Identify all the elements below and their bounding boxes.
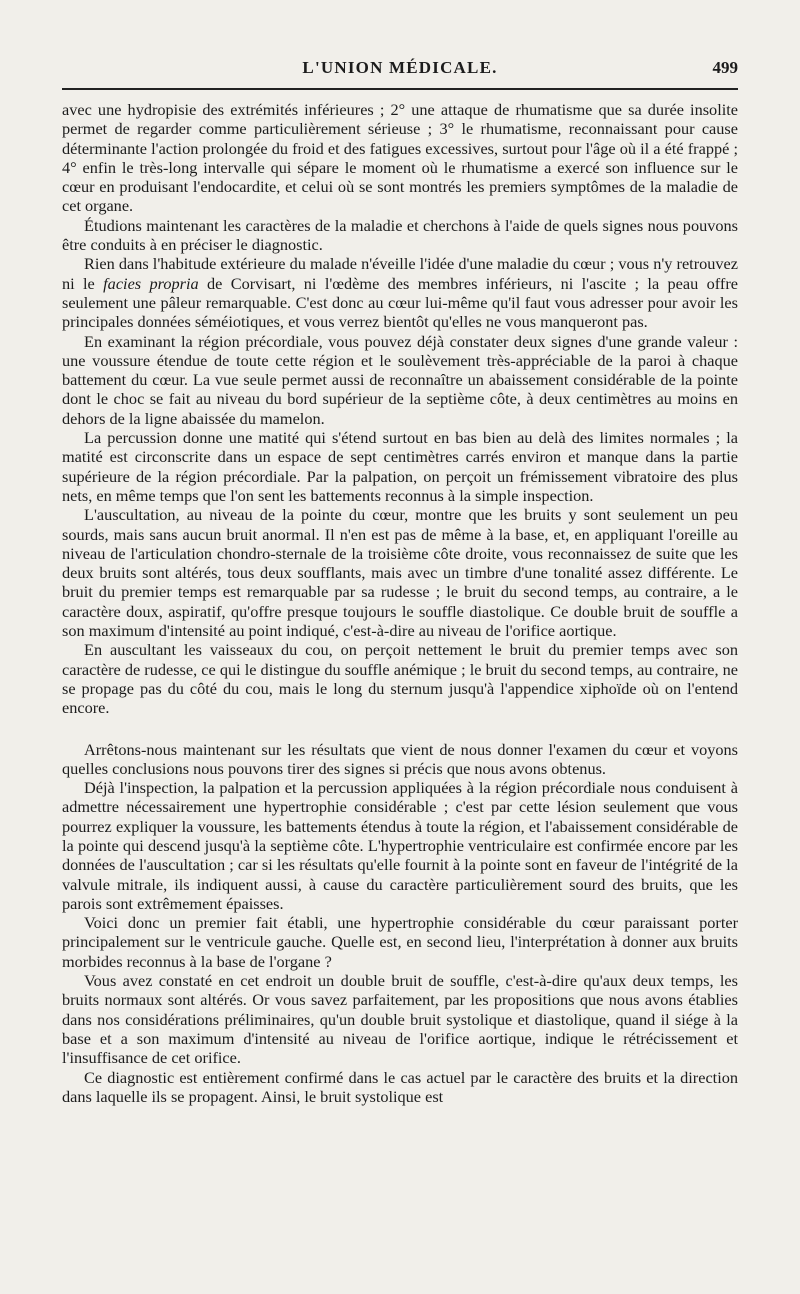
paragraph <box>62 254 738 331</box>
running-header <box>62 58 738 84</box>
paragraph: L'auscultation, au niveau de la pointe du cœur, montre que les bruits y sont seulement un peu sourds, mais sans aucun bruit anormal. Il n'en est pas de même à la base, et, en appliquant l'oreille au niveau de l'articulation chondro-sternale de la troisième côte droite, vous reconnaissez de suite que les deux bruits sont altérés, tous deux soufflants, mais avec un timbre d'une tonalité assez différente. Le bruit du premier temps est remarquable par sa rudesse ; le bruit du second temps, au contraire, a le caractère doux, aspiratif, qu'offre presque toujours le souffle diastolique. Ce double bruit de souffle a son maximum d'intensité au point indiqué, c'est-à-dire au niveau de l'orifice aortique. <box>62 505 738 641</box>
text-run: Rien dans l'habitude extérieure du malade n'éveille l'idée d'une maladie du cœur ; vous n'y retrouvez ni le <box>62 254 738 293</box>
italic-term: facies propria <box>103 273 199 293</box>
paragraph: Déjà l'inspection, la palpation et la percussion appliquées à la région précordiale nous conduisent à admettre nécessairement une hypertrophie considérable ; c'est par cette lésion seulement que vous pourrez expliquer la voussure, les battements étendus à toute la région, et l'abaissement considérable de la pointe qui descend jusqu'à la septième côte. L'hypertrophie ventriculaire est confirmée encore par les données de l'auscultation ; car si les résultats qu'elle fournit à la pointe sont en faveur de l'intégrité de la valvule mitrale, ils indiquent aussi, à cause du caractère particulièrement sourd des bruits, que les parois sont extrêmement épaisses. <box>62 778 738 913</box>
paragraph: Voici donc un premier fait établi, une hypertrophie considérable du cœur paraissant porter principalement sur le ventricule gauche. Quelle est, en second lieu, l'interprétation à donner aux bruits morbides reconnus à la base de l'organe ? <box>62 913 738 971</box>
paragraph: Ce diagnostic est entièrement confirmé dans le cas actuel par le caractère des bruits et la direction dans laquelle ils se propagent. Ainsi, le bruit systolique est <box>62 1067 738 1106</box>
header-rule <box>62 88 738 90</box>
body-text <box>62 100 738 1106</box>
paragraph: avec une hydropisie des extrémités inférieures ; 2° une attaque de rhumatisme que sa durée insolite permet de regarder comme particulièrement sérieuse ; 3° le rhumatisme, reconnaissant pour cause déterminante l'action prolongée du froid et des fatigues excessives, surtout pour l'âge où il a été frappé ; 4° enfin le très-long intervalle qui sépare le moment où le rhumatisme a exercé son influence sur le cœur en produisant l'endocardite, et celui où se sont montrés les premiers symptômes de la maladie de cet organe. <box>62 100 738 216</box>
paragraph: La percussion donne une matité qui s'étend surtout en bas bien au delà des limites normales ; la matité est circonscrite dans un espace de sept centimètres carrés environ et manque dans la partie supérieure de la région précordiale. Par la palpation, on perçoit un frémissement vibratoire des plus nets, en même temps que l'on sent les battements reconnus à la simple inspection. <box>62 428 738 505</box>
paragraph: Arrêtons-nous maintenant sur les résultats que vient de nous donner l'examen du cœur et voyons quelles conclusions nous pouvons tirer des signes si précis que nous avons obtenus. <box>62 739 738 778</box>
paragraph: Étudions maintenant les caractères de la maladie et cherchons à l'aide de quels signes nous pouvons être conduits à en préciser le diagnostic. <box>62 215 738 255</box>
page-number: 499 <box>712 58 738 77</box>
paragraph: En auscultant les vaisseaux du cou, on perçoit nettement le bruit du premier temps avec son caractère de rudesse, ce qui le distingue du souffle anémique ; le bruit du second temps, au contraire, ne se propage pas du côté du cou, mais le long du sternum jusqu'à l'appendice xiphoïde où on l'entend encore. <box>62 640 738 718</box>
text-run: de Corvisart, ni l'œdème des membres inférieurs, ni l'ascite ; la peau offre seulement une pâleur remarquable. C'est donc au cœur lui-même qu'il faut vous adresser pour avoir les principales données séméiotiques, et vous verrez bientôt qu'elles ne vous manqueront pas. <box>62 273 738 332</box>
paragraph: En examinant la région précordiale, vous pouvez déjà constater deux signes d'une grande valeur : une voussure étendue de toute cette région et le soulèvement très-appréciable de la paroi à chaque battement du cœur. La vue seule permet aussi de reconnaître un abaissement considérable de la pointe dont le choc se fait au niveau du bord supérieur de la septième côte, à deux centimètres au moins en dehors de la ligne abaissée du mamelon. <box>62 331 738 428</box>
paragraph: Vous avez constaté en cet endroit un double bruit de souffle, c'est-à-dire qu'aux deux temps, les bruits normaux sont altérés. Or vous savez parfaitement, par les propositions que nous avons établies dans nos considérations préliminaires, qu'un double bruit systolique et diastolique, quand il siége à la base et a son maximum d'intensité au niveau de l'orifice aortique, indique le rétrécissement et l'insuffisance de cet orifice. <box>62 971 738 1068</box>
journal-title: L'UNION MÉDICALE. <box>302 58 498 77</box>
